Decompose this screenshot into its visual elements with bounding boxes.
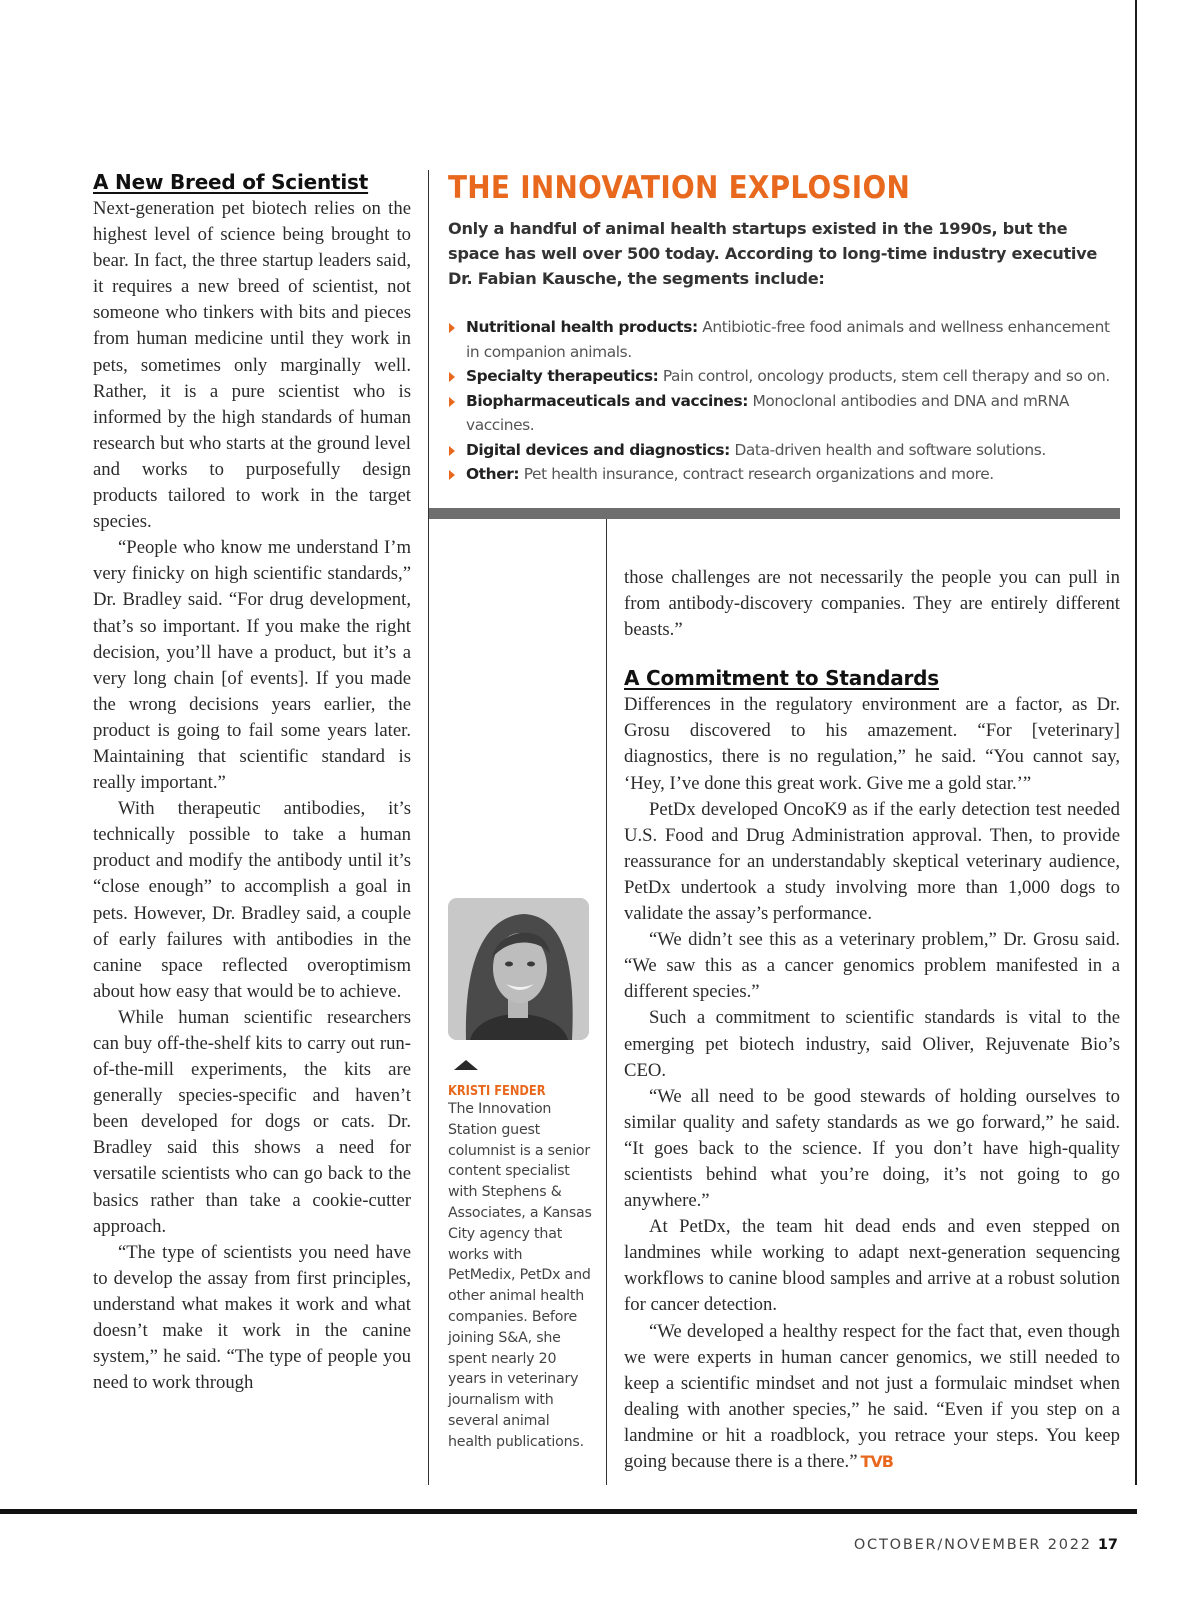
paragraph: Next-generation pet biotech relies on the highest level of science being brought to bear. In fact, the three startup leaders said, it requires a new breed of scientist, not someone who tinkers with bits and pieces from human medicine until they work in pets, sometimes only marginally well. Rather, it is a pure scientist who is informed by the high standards of human research but who starts at the ground level and works to purposefully design products tailored to work in the target species. bbox=[93, 198, 411, 533]
right-margin-rule bbox=[1135, 0, 1137, 1485]
paragraph: While human scientific researchers can buy off-the-shelf kits to carry out run-of-the-mill experiments, the kits are generally species-specific and haven’t been developed for dogs or cats. Dr. Bradley said this shows a need for versatile scientists who can go back to the basics rather than take a cookie-cutter approach. bbox=[93, 1006, 411, 1237]
page-footer bbox=[854, 1537, 1118, 1553]
segment-label: Specialty therapeutics: bbox=[466, 367, 659, 385]
paragraph: Such a commitment to scientific standards is vital to the emerging pet biotech industry, said Oliver, Rejuvenate Bio’s CEO. bbox=[624, 1007, 1120, 1081]
segment-label: Nutritional health products: bbox=[466, 318, 698, 336]
segment-text: Pet health insurance, contract research organizations and more. bbox=[523, 465, 994, 483]
triangle-bullet-icon bbox=[449, 323, 455, 333]
author-portrait-icon bbox=[448, 898, 589, 1040]
section-separator-bar bbox=[429, 508, 1120, 519]
column-divider-middle bbox=[606, 519, 607, 1485]
paragraph: PetDx developed OncoK9 as if the early detection test needed U.S. Food and Drug Administration approval. Then, to provide reassurance for an understandably skeptical veterinary audience, PetDx undertook a study involving more than 1,000 dogs to validate the assay’s performance. bbox=[624, 798, 1120, 925]
issue-date: OCTOBER/NOVEMBER 2022 bbox=[853, 1537, 1092, 1553]
caption-pointer-icon bbox=[454, 1060, 478, 1070]
segment-item bbox=[448, 438, 1120, 463]
paragraph bbox=[624, 1319, 1120, 1476]
right-column-body bbox=[624, 692, 1120, 1475]
author-name: KRISTI FENDER bbox=[448, 1084, 546, 1099]
segment-label: Biopharmaceuticals and vaccines: bbox=[466, 391, 748, 410]
segment-item bbox=[448, 462, 1120, 487]
segment-list bbox=[448, 315, 1120, 487]
paragraph: With therapeutic antibodies, it’s technically possible to take a human product and modify the antibody until it’s “close enough” to accomplish a goal in pets. However, Dr. Bradley said, a couple of early failures with antibodies in the canine space reflected overoptimism about how easy that would be to achieve. bbox=[93, 798, 411, 1002]
segment-label: Digital devices and diagnostics: bbox=[466, 440, 730, 459]
triangle-bullet-icon bbox=[449, 446, 455, 456]
paragraph: those challenges are not necessarily the people you can pull in from antibody-discovery companies. They are entirely different beasts.” bbox=[624, 567, 1120, 641]
footer-rule bbox=[0, 1509, 1137, 1514]
left-column-heading: A New Breed of Scientist bbox=[93, 170, 369, 194]
right-column-heading: A Commitment to Standards bbox=[624, 666, 939, 691]
column-divider-left bbox=[428, 170, 429, 1485]
segment-text: Antibiotic-free food animals and wellness enhancement in companion animals. bbox=[466, 318, 1110, 361]
paragraph: At PetDx, the team hit dead ends and even stepped on landmines while working to adapt next-generation sequencing workflows to canine blood samples and arrive at a robust solution for cancer detection. bbox=[624, 1216, 1120, 1316]
end-mark-logo: TVB bbox=[860, 1452, 893, 1471]
paragraph: Differences in the regulatory environment are a factor, as Dr. Grosu discovered to his amazement. “For [veterinary] diagnostics, there is no regulation,” he said. “You cannot say, ‘Hey, I’ve done this great work. Give me a gold star.’” bbox=[624, 694, 1120, 794]
right-column bbox=[624, 565, 1120, 1475]
paragraph-text: “We developed a healthy respect for the fact that, even though we were experts in human cancer genomics, we still needed to keep a scientific mindset and not just a formulaic mindset when dealing with another species,” he said. “Even if you step on a landmine or hit a roadblock, you retrace your steps. You keep going because there is a there.” bbox=[624, 1320, 1120, 1472]
segment-text: Pain control, oncology products, stem cell therapy and so on. bbox=[662, 367, 1110, 385]
paragraph: “We all need to be good stewards of holding ourselves to similar quality and safety standards as we go forward,” he said. “It goes back to the science. If you don’t have high-quality scientists behind what you’re doing, it’s not going to go anywhere.” bbox=[624, 1085, 1120, 1212]
left-column-body bbox=[93, 196, 411, 1396]
segment-label: Other: bbox=[466, 465, 520, 483]
segment-item bbox=[448, 315, 1120, 364]
paragraph: “We didn’t see this as a veterinary problem,” Dr. Grosu said. “We saw this as a cancer genomics problem manifested in a different species.” bbox=[624, 929, 1120, 1003]
author-photo bbox=[448, 898, 589, 1040]
segment-item bbox=[448, 389, 1120, 438]
triangle-bullet-icon bbox=[449, 372, 455, 382]
paragraph: “People who know me understand I’m very finicky on high scientific standards,” Dr. Bradley said. “For drug development, that’s so important. If you make the right decision, you’ll have a product, but it’s a very long chain [of events]. If you made the wrong decisions years earlier, the product is going to fail some years later. Maintaining that scientific standard is really important.” bbox=[93, 537, 411, 794]
triangle-bullet-icon bbox=[449, 397, 455, 407]
paragraph: “The type of scientists you need have to develop the assay from first principles, understand what makes it work and what doesn’t make it work in the canine system,” he said. “The type of people you need to work through bbox=[93, 1241, 411, 1394]
left-column bbox=[93, 170, 411, 1396]
author-bio: The Innovation Station guest columnist is a senior content specialist with Stephens & Associates, a Kansas City agency that works with PetMedix, PetDx and other animal health companies. Before joining S&A, she spent nearly 20 years in veterinary journalism with several animal health publications. bbox=[448, 1101, 592, 1450]
innovation-box-intro: Only a handful of animal health startups existed in the 1990s, but the space has well over 500 today. According to long-time industry executive Dr. Fabian Kausche, the segments include: bbox=[448, 219, 1098, 288]
page-number: 17 bbox=[1097, 1537, 1118, 1553]
segment-text: Data-driven health and software solutions. bbox=[734, 440, 1046, 459]
innovation-box bbox=[448, 168, 1120, 487]
triangle-bullet-icon bbox=[449, 470, 455, 480]
author-sidebar bbox=[448, 898, 593, 1453]
innovation-box-title: THE INNOVATION EXPLOSION bbox=[448, 170, 911, 206]
segment-item bbox=[448, 364, 1120, 389]
segment-text: Monoclonal antibodies and DNA and mRNA vaccines. bbox=[466, 391, 1069, 434]
